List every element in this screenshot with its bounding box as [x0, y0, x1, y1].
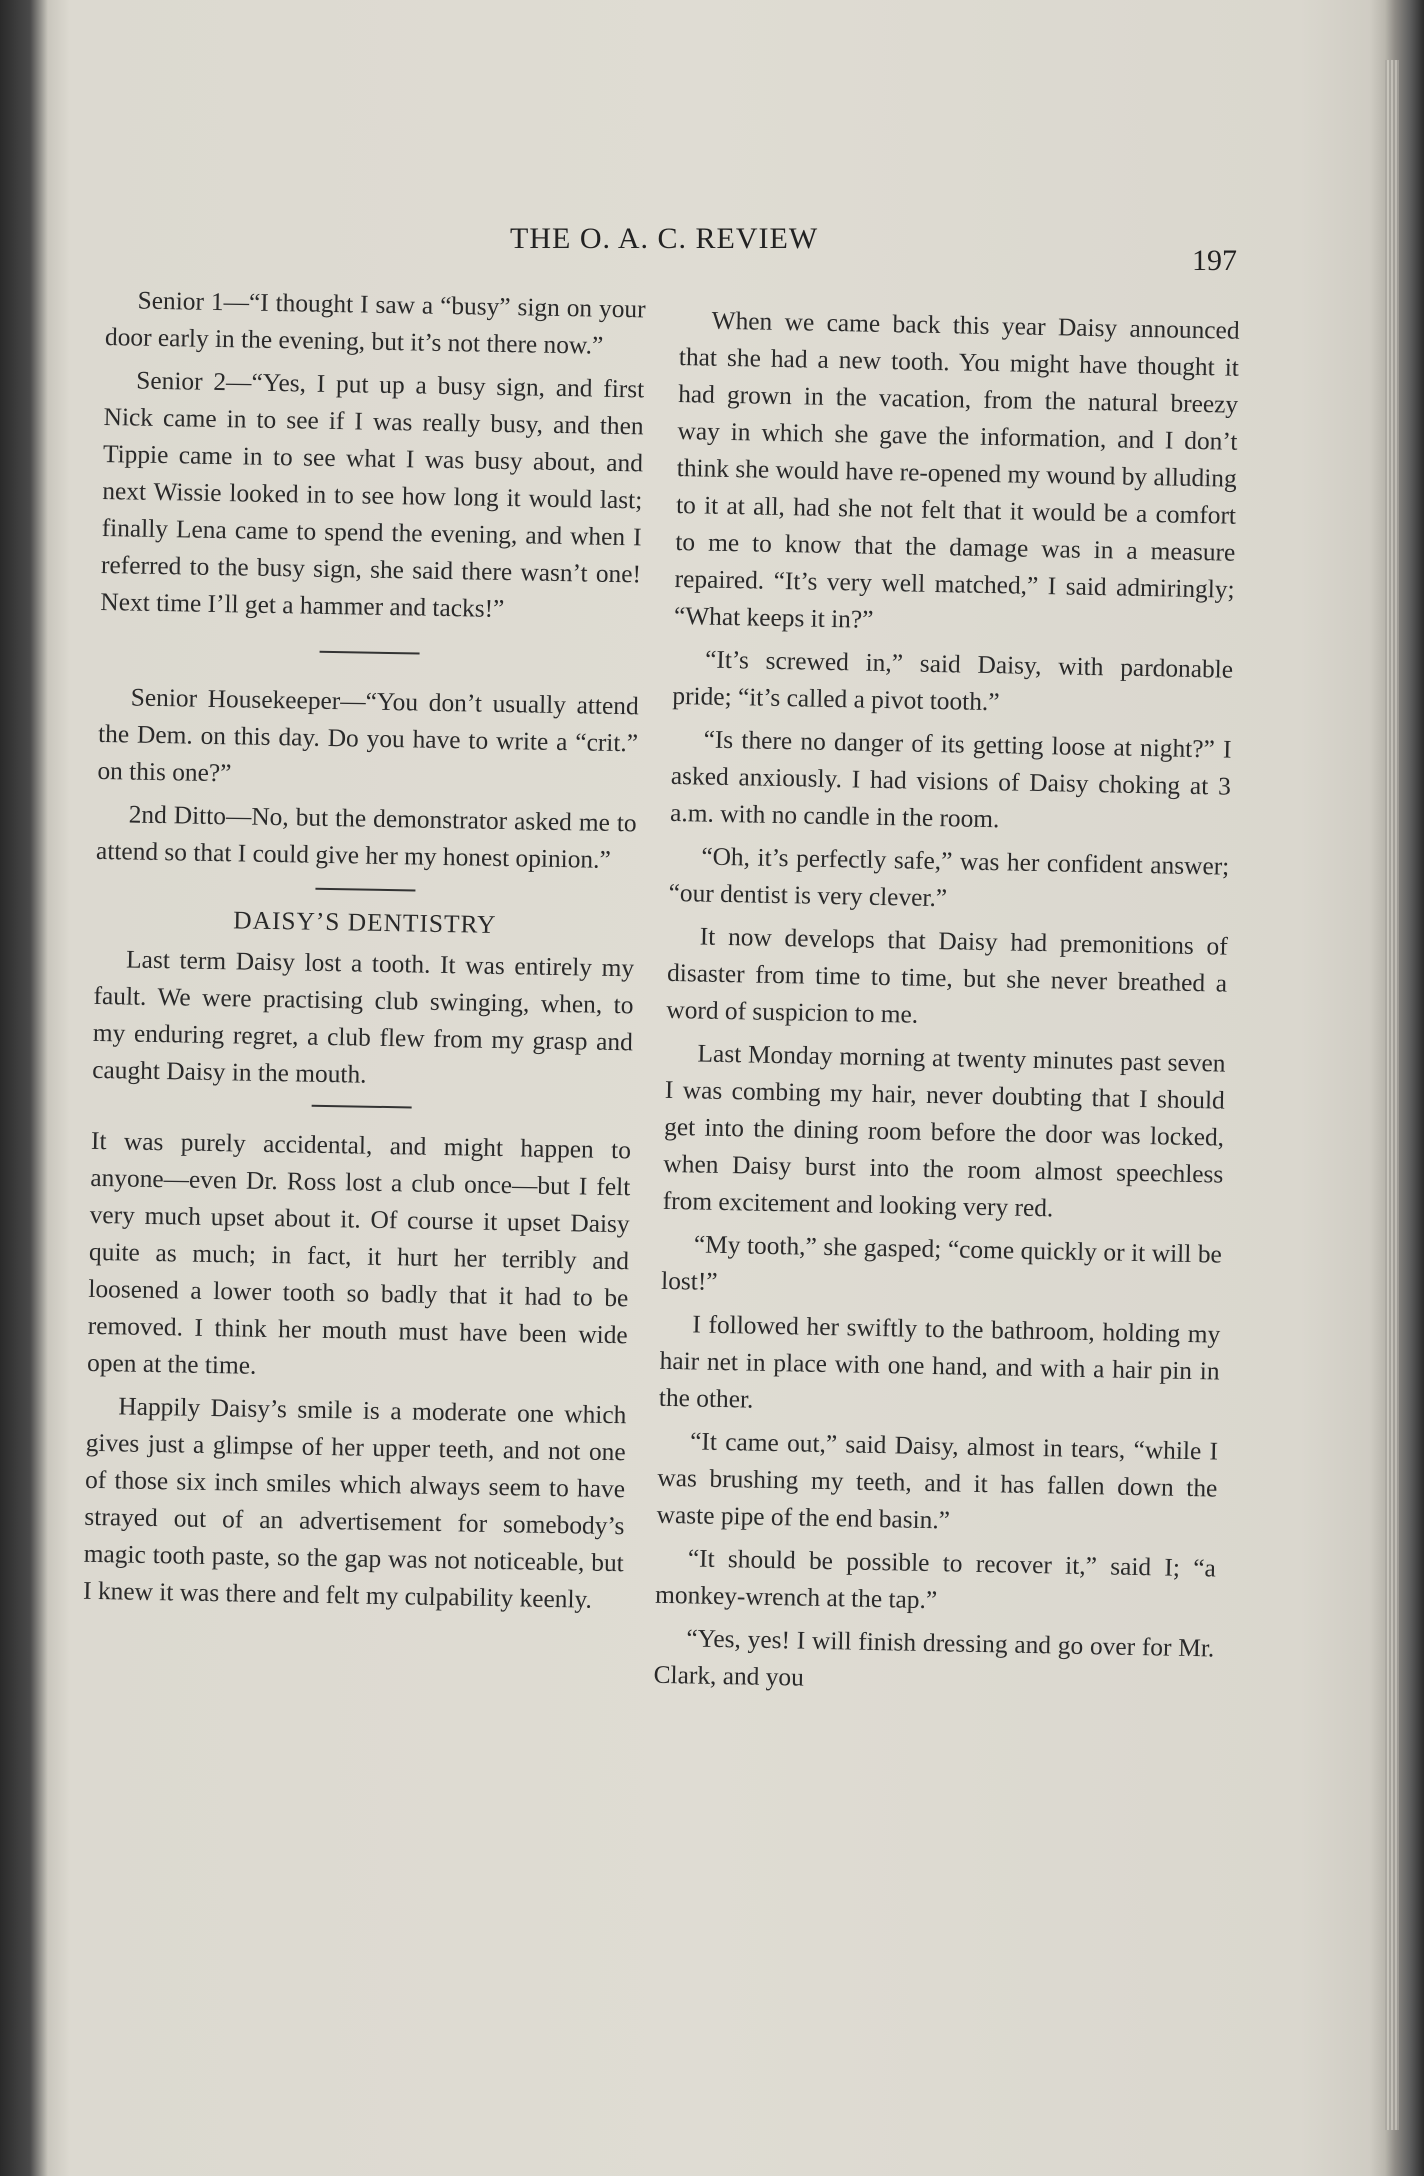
paragraph: It now develops that Daisy had premonitions of disaster from time to time, but she never breathed a word of suspicion to me.: [666, 922, 1228, 1029]
paragraph: “It’s screwed in,” said Daisy, with pardonable pride; “it’s called a pivot tooth.”: [672, 645, 1234, 717]
running-title: THE O. A. C. REVIEW: [510, 222, 819, 255]
article-heading: DAISY’S DENTISTRY: [233, 906, 497, 939]
paragraph: Senior Housekeeper—“You don’t usually attend the Dem. on this day. Do you have to write a “crit.” on this one?”: [97, 683, 639, 788]
paragraph: “Oh, it’s perfectly safe,” was her confident answer; “our dentist is very clever.”: [668, 842, 1230, 913]
page-stack-edge: [1385, 60, 1399, 2130]
paragraph: “It came out,” said Daisy, almost in tears, “while I was brushing my teeth, and it has fallen down the waste pipe of the end basin.”: [656, 1427, 1219, 1535]
paragraph: When we came back this year Daisy announced that she had a new tooth. You might have thought it had grown in the vacation, from the natural breezy way in which she gave the information, and I don’t think she would have re-opened my wound by alluding to it at all, had she not felt that it would be a comfort to me to know that the damage was in a measure repaired. “It’s very well matched,” I said admiringly; “What keeps it in?”: [673, 306, 1240, 634]
paragraph: “My tooth,” she gasped; “come quickly or it will be lost!”: [660, 1230, 1223, 1296]
paragraph: “Yes, yes! I will finish dressing and go over for Mr. Clark, and you: [653, 1624, 1215, 1692]
left-column: [83, 282, 646, 1625]
paragraph: “Is there no danger of its getting loose at night?” I asked anxiously. I had visions of Daisy choking at 3 a.m. with no candle in the room.: [669, 725, 1232, 834]
paragraph: It was purely accidental, and might happen to anyone—even Dr. Ross lost a club once—but I felt very much upset about it. Of course it upset Daisy quite as much; in fact, it hurt her terribly and loosened a lower tooth so badly that it had to be removed. I think her mouth must have been wide open at the time.: [86, 1126, 632, 1380]
paragraph: Senior 1—“I thought I saw a “busy” sign on your door early in the evening, but it’s not there now.”: [104, 286, 646, 360]
section-divider: [320, 651, 420, 655]
paragraph: Last term Daisy lost a tooth. It was entirely my fault. We were practising club swinging, when, to my enduring regret, a club flew from my grasp and caught Daisy in the mouth.: [92, 945, 635, 1089]
right-column: [653, 302, 1240, 1710]
section-divider: [312, 1105, 412, 1109]
paragraph: Senior 2—“Yes, I put up a busy sign, and first Nick came in to see if I was really busy, and then Tippie came in to see what I was busy about, and next Wissie looked in to see how long it would last; finally Lena came to spend the evening, and when I referred to the busy sign, she said there wasn’t one! Next time I’ll get a hammer and tacks!”: [100, 366, 645, 623]
paragraph: Last Monday morning at twenty minutes past seven I was combing my hair, never doubting that I should get into the dining room before the door was locked, when Daisy burst into the room almost speechless from excitement and looking very red.: [662, 1039, 1226, 1223]
paragraph: Happily Daisy’s smile is a moderate one which gives just a glimpse of her upper teeth, and not one of those six inch smiles which always seem to have strayed out of an advertisement for somebody’s magic tooth paste, so the gap was not noticeable, but I knew it was there and felt my culpability keenly.: [82, 1392, 627, 1614]
section-divider: [315, 888, 415, 892]
paragraph: 2nd Ditto—No, but the demonstrator asked me to attend so that I could give her my honest opinion.”: [95, 800, 637, 874]
page-number: 197: [1192, 244, 1237, 277]
paragraph: “It should be possible to recover it,” said I; “a monkey-wrench at the tap.”: [654, 1544, 1217, 1615]
paragraph: I followed her swiftly to the bathroom, holding my hair net in place with one hand, and with a hair pin in the other.: [658, 1310, 1221, 1414]
